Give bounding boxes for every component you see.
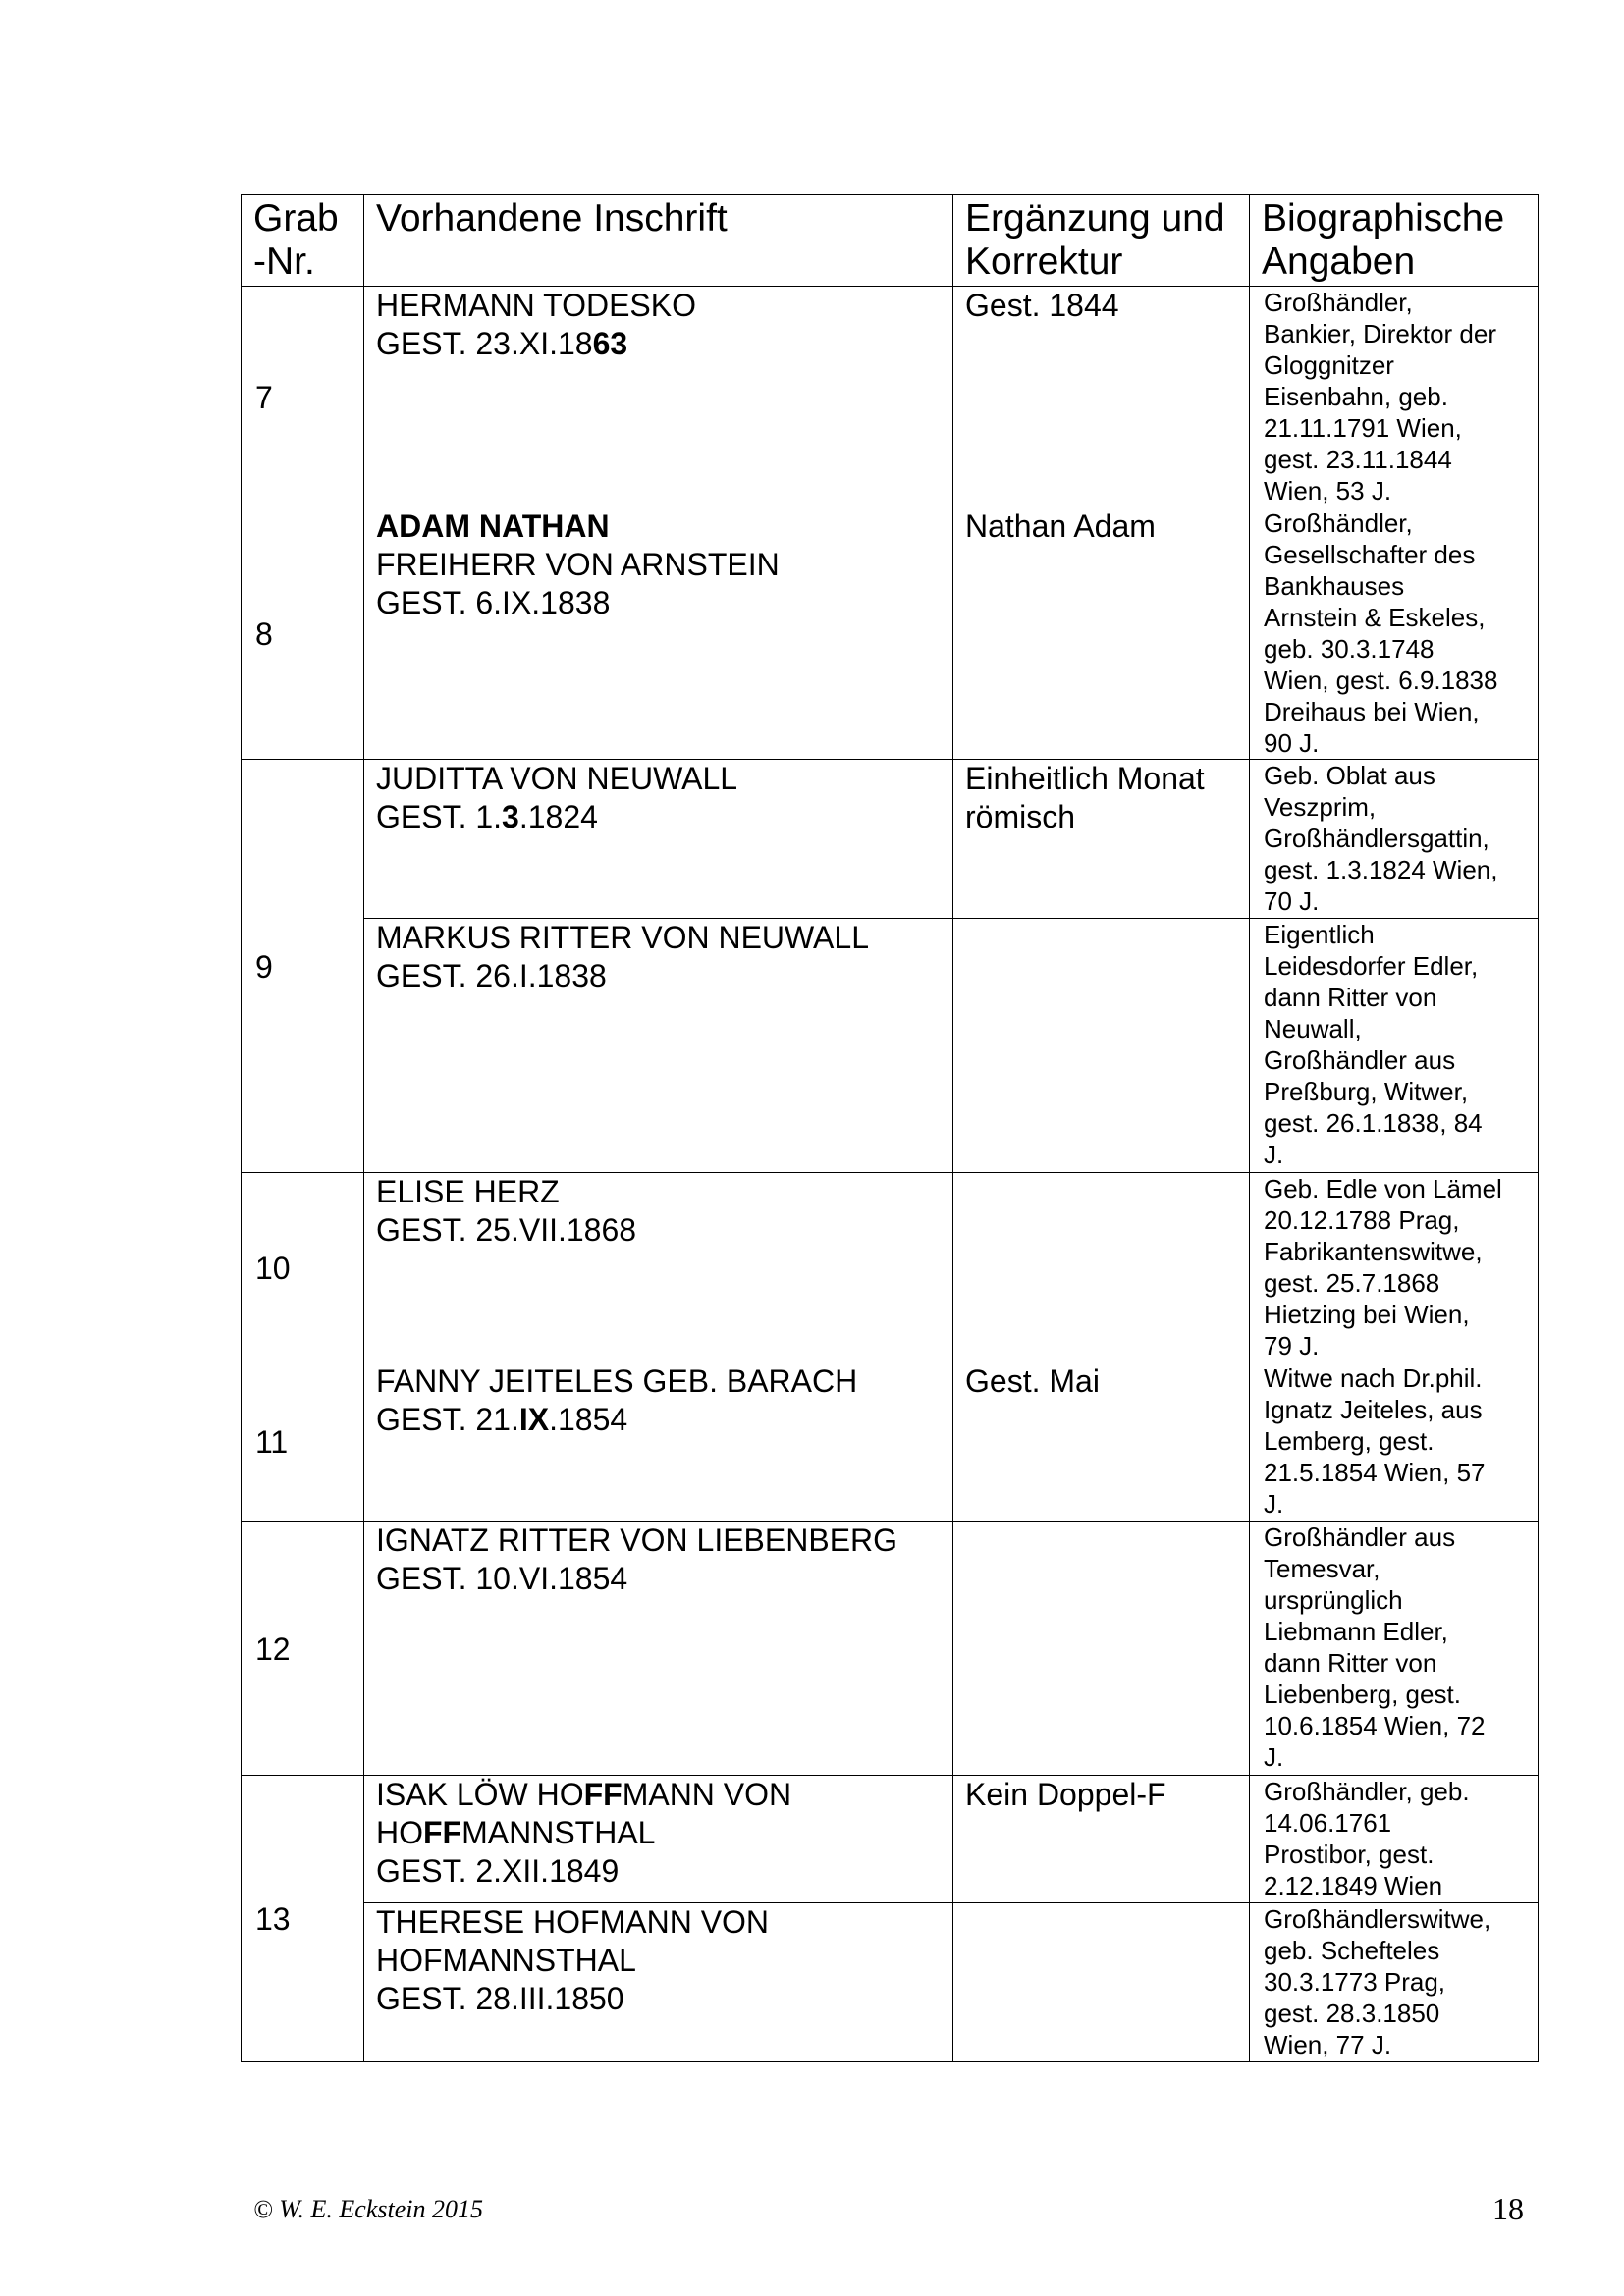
inscription: [364, 919, 953, 1173]
text-line: THERESE HOFMANN VON: [376, 1904, 770, 1940]
page-number: 18: [1492, 2191, 1524, 2226]
text-line: Prostibor, gest.: [1264, 1840, 1435, 1869]
header-row: [242, 195, 1539, 287]
text-line: Ignatz Jeiteles, aus: [1264, 1395, 1483, 1424]
text-line: HOFFMANNSTHAL: [376, 1815, 656, 1850]
text-line: gest. 1.3.1824 Wien,: [1264, 855, 1498, 884]
text-line: Großhändler,: [1264, 288, 1413, 317]
text-line: Wien, gest. 6.9.1838: [1264, 666, 1498, 695]
biography: [1250, 919, 1539, 1173]
header-ergaenzung: Ergänzung und Korrektur: [953, 195, 1250, 287]
text-line: Leidesdorfer Edler,: [1264, 951, 1479, 981]
text-line: Bankier, Direktor der: [1264, 319, 1496, 348]
correction: Gest. 1844: [953, 287, 1250, 507]
text-line: Gesellschafter des: [1264, 540, 1476, 569]
biography: [1250, 507, 1539, 760]
text-line: GEST. 21.IX.1854: [376, 1402, 628, 1437]
bold-segment: ADAM NATHAN: [376, 508, 610, 544]
biography: [1250, 287, 1539, 507]
table-row: [242, 287, 1539, 507]
text-line: Liebenberg, gest.: [1264, 1680, 1461, 1709]
text-line: 14.06.1761: [1264, 1808, 1392, 1838]
header-inschrift: Vorhandene Inschrift: [364, 195, 953, 287]
text-line: 10.6.1854 Wien, 72: [1264, 1711, 1486, 1740]
text-line: Großhändler aus: [1264, 1522, 1456, 1552]
correction: [953, 760, 1250, 919]
table-row: [242, 1362, 1539, 1522]
text-line: J.: [1264, 1742, 1284, 1772]
text-line: Eisenbahn, geb.: [1264, 382, 1448, 411]
text-line: Gloggnitzer: [1264, 350, 1394, 380]
inscription: [364, 1903, 953, 2062]
text-line: GEST. 1.3.1824: [376, 799, 598, 834]
correction: Nathan Adam: [953, 507, 1250, 760]
table-row: [242, 1903, 1539, 2062]
text-line: Wien, 77 J.: [1264, 2030, 1392, 2059]
text-line: Großhändler,: [1264, 508, 1413, 538]
grave-number: 13: [242, 1776, 364, 2062]
table-row: [242, 919, 1539, 1173]
correction: Kein Doppel-F: [953, 1776, 1250, 1903]
table-row: [242, 1522, 1539, 1776]
grave-number: 8: [242, 507, 364, 760]
text-line: GEST. 25.VII.1868: [376, 1212, 637, 1248]
text-line: ursprünglich: [1264, 1585, 1403, 1615]
text-line: 90 J.: [1264, 728, 1320, 758]
text-line: GEST. 28.III.1850: [376, 1981, 624, 2016]
text-line: HOFMANNSTHAL: [376, 1943, 636, 1978]
header-biographie: Biographische Angaben: [1250, 195, 1539, 287]
text-line: ISAK LÖW HOFFMANN VON: [376, 1777, 792, 1812]
text-line: FREIHERR VON ARNSTEIN: [376, 547, 780, 582]
text-line: dann Ritter von: [1264, 1648, 1437, 1678]
text-line: Neuwall,: [1264, 1014, 1362, 1043]
biography: [1250, 1362, 1539, 1522]
bold-segment: IX: [518, 1402, 550, 1437]
biography: [1250, 1522, 1539, 1776]
table-row: [242, 1173, 1539, 1362]
inscription: [364, 287, 953, 507]
correction: [953, 1903, 1250, 2062]
text-line: IGNATZ RITTER VON LIEBENBERG: [376, 1522, 898, 1558]
text-line: GEST. 10.VI.1854: [376, 1561, 628, 1596]
text-line: Preßburg, Witwer,: [1264, 1077, 1469, 1106]
text-line: Arnstein & Eskeles,: [1264, 603, 1486, 632]
text-line: Eigentlich: [1264, 920, 1375, 949]
text-line: dann Ritter von: [1264, 983, 1437, 1012]
correction: Gest. Mai: [953, 1362, 1250, 1522]
text-line: Wien, 53 J.: [1264, 476, 1392, 506]
text-line: gest. 25.7.1868: [1264, 1268, 1440, 1298]
text-line: Lemberg, gest.: [1264, 1426, 1435, 1456]
text-line: Fabrikantenswitwe,: [1264, 1237, 1483, 1266]
grave-number: 12: [242, 1522, 364, 1776]
text-line: Großhändlerswitwe,: [1264, 1904, 1491, 1934]
text-line: [376, 507, 943, 546]
inscription: [364, 1173, 953, 1362]
inscription: [364, 760, 953, 919]
text-line: GEST. 2.XII.1849: [376, 1853, 620, 1889]
text-line: Bankhauses: [1264, 571, 1405, 601]
inscription: [364, 1522, 953, 1776]
grave-number: 11: [242, 1362, 364, 1522]
text-line: Liebmann Edler,: [1264, 1617, 1448, 1646]
text-line: geb. 30.3.1748: [1264, 634, 1435, 664]
copyright-notice: © W. E. Eckstein 2015: [253, 2195, 483, 2223]
text-line: Dreihaus bei Wien,: [1264, 697, 1480, 726]
text-line: J.: [1264, 1489, 1284, 1519]
text-line: Großhändler aus: [1264, 1045, 1456, 1075]
text-line: gest. 26.1.1838, 84: [1264, 1108, 1483, 1138]
grave-number: 7: [242, 287, 364, 507]
text-line: FANNY JEITELES GEB. BARACH: [376, 1363, 858, 1399]
text-line: römisch: [965, 799, 1076, 834]
inscription: [364, 1776, 953, 1903]
grave-number: 9: [242, 760, 364, 1173]
text-line: GEST. 26.I.1838: [376, 958, 607, 993]
text-line: Geb. Edle von Lämel: [1264, 1174, 1502, 1203]
bold-segment: 63: [592, 326, 628, 361]
text-line: Hietzing bei Wien,: [1264, 1300, 1470, 1329]
correction: [953, 1522, 1250, 1776]
bold-segment: FF: [583, 1777, 623, 1812]
text-line: 21.5.1854 Wien, 57: [1264, 1458, 1486, 1487]
table-row: [242, 507, 1539, 760]
text-line: GEST. 6.IX.1838: [376, 585, 611, 620]
text-line: Witwe nach Dr.phil.: [1264, 1363, 1483, 1393]
text-line: GEST. 23.XI.1863: [376, 326, 628, 361]
text-line: HERMANN TODESKO: [376, 288, 696, 323]
biography: [1250, 1776, 1539, 1903]
text-line: 70 J.: [1264, 886, 1320, 916]
biography: [1250, 1173, 1539, 1362]
grave-number: 10: [242, 1173, 364, 1362]
table-row: [242, 760, 1539, 919]
text-line: ELISE HERZ: [376, 1174, 560, 1209]
bold-segment: 3: [502, 799, 519, 834]
text-line: 21.11.1791 Wien,: [1264, 413, 1462, 443]
inscription: [364, 1362, 953, 1522]
biography: [1250, 1903, 1539, 2062]
text-line: gest. 23.11.1844: [1264, 445, 1452, 474]
text-line: Großhändlersgattin,: [1264, 824, 1489, 853]
text-line: 30.3.1773 Prag,: [1264, 1967, 1446, 1997]
biography: [1250, 760, 1539, 919]
text-line: Großhändler, geb.: [1264, 1777, 1470, 1806]
correction: [953, 919, 1250, 1173]
text-line: Einheitlich Monat: [965, 761, 1205, 796]
text-line: Geb. Oblat aus: [1264, 761, 1435, 790]
text-line: Veszprim,: [1264, 792, 1377, 822]
inscription: [364, 507, 953, 760]
text-line: 20.12.1788 Prag,: [1264, 1205, 1460, 1235]
text-line: geb. Schefteles: [1264, 1936, 1440, 1965]
text-line: JUDITTA VON NEUWALL: [376, 761, 738, 796]
text-line: gest. 28.3.1850: [1264, 1999, 1440, 2028]
table-row: [242, 1776, 1539, 1903]
header-grab-nr: Grab -Nr.: [242, 195, 364, 287]
text-line: MARKUS RITTER VON NEUWALL: [376, 920, 869, 955]
text-line: Temesvar,: [1264, 1554, 1380, 1583]
grave-table: [241, 194, 1539, 2062]
bold-segment: FF: [423, 1815, 462, 1850]
text-line: J.: [1264, 1140, 1284, 1169]
correction: [953, 1173, 1250, 1362]
text-line: 2.12.1849 Wien: [1264, 1871, 1443, 1900]
text-line: 79 J.: [1264, 1331, 1320, 1361]
